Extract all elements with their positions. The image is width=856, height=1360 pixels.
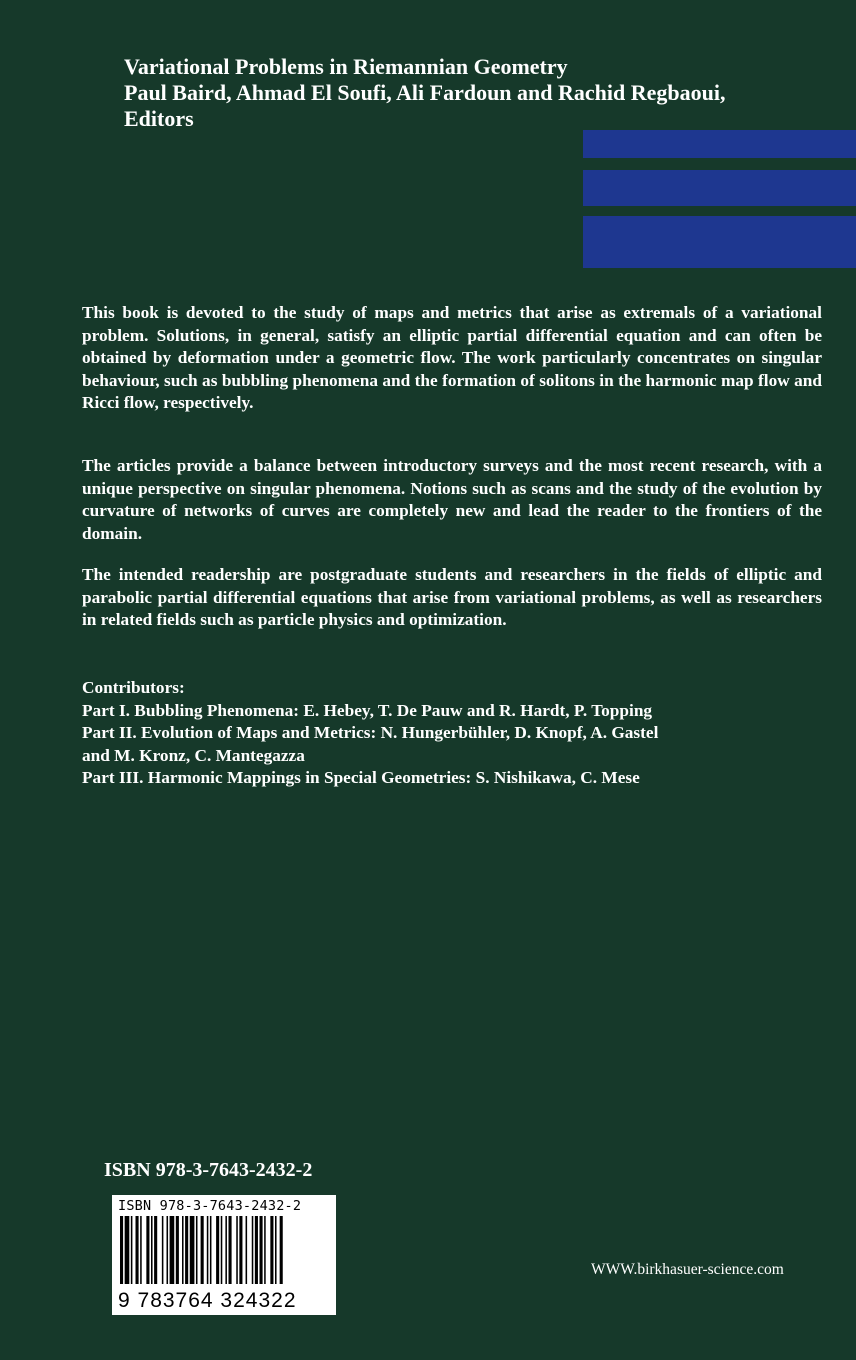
contributors-part-2: Part II. Evolution of Maps and Metrics: N. Hungerbühler, D. Knopf, A. Gastel (82, 723, 659, 742)
barcode-bar (201, 1216, 204, 1284)
barcode-bar (176, 1216, 179, 1284)
description-paragraph-1: This book is devoted to the study of maps and metrics that arise as extremals of a variational problem. Solutions, in general, satisfy an elliptic partial differential equation and can often be obtained by deformation under a geometric flow. The work particularly concentrates on singular behaviour, such as bubbling phenomena and the formation of solitons in the harmonic map flow and Ricci flow, respectively. (82, 303, 822, 412)
description-paragraph-2: The articles provide a balance between introductory surveys and the most recent research, with a unique perspective on singular phenomena. Notions such as scans and the study of the evolution by curvature of networks of curves are completely new and lead the reader to the frontiers of the domain. (82, 456, 822, 543)
barcode-bar (162, 1216, 164, 1284)
barcode (112, 1195, 336, 1315)
barcode-bar (170, 1216, 175, 1284)
barcode-digits: 9 783764 324322 (118, 1289, 297, 1312)
contributors-section (82, 677, 822, 790)
barcode-bar (229, 1216, 232, 1284)
barcode-bar (252, 1216, 254, 1284)
barcode-bar (210, 1216, 212, 1284)
description-paragraph-3: The intended readership are postgraduate students and researchers in the fields of elliptic and parabolic partial differential equations that arise from variational problems, as well as researchers in related fields such as particle physics and optimization. (82, 565, 822, 629)
contributors-part-2-cont: and M. Kronz, C. Mantegazza (82, 745, 305, 765)
publisher-website: WWW.birkhasuer-science.com (591, 1261, 784, 1278)
editors-line: Paul Baird, Ahmad El Soufi, Ali Fardoun and Rachid Regbaoui, (124, 80, 726, 105)
barcode-bar (154, 1216, 157, 1284)
barcode-bar (196, 1216, 198, 1284)
title-block (124, 54, 726, 132)
barcode-bar (260, 1216, 263, 1284)
barcode-bar (270, 1216, 273, 1284)
decorative-stripe-2 (583, 170, 856, 206)
barcode-bar (167, 1216, 169, 1284)
barcode-bar (275, 1216, 277, 1284)
barcode-bar (236, 1216, 238, 1284)
editors-label: Editors (124, 106, 194, 131)
barcode-bar (182, 1216, 184, 1284)
book-title: Variational Problems in Riemannian Geometry (124, 54, 568, 79)
isbn-label: ISBN 978-3-7643-2432-2 (104, 1159, 313, 1181)
barcode-bar (280, 1216, 283, 1284)
barcode-bar (207, 1216, 209, 1284)
barcode-bar (225, 1216, 227, 1284)
barcode-bar (190, 1216, 195, 1284)
barcode-bar (136, 1216, 139, 1284)
decorative-stripe-1 (583, 130, 856, 158)
contributors-part-3: Part III. Harmonic Mappings in Special Geometries: S. Nishikawa, C. Mese (82, 768, 640, 787)
barcode-bar (264, 1216, 266, 1284)
contributors-part-1: Part I. Bubbling Phenomena: E. Hebey, T. De Pauw and R. Hardt, P. Topping (82, 700, 653, 720)
barcode-bar (185, 1216, 188, 1284)
barcode-bar (140, 1216, 142, 1284)
barcode-bar (125, 1216, 130, 1284)
barcode-bar (146, 1216, 149, 1284)
contributors-heading: Contributors: (82, 678, 185, 697)
barcode-bars (120, 1216, 328, 1284)
barcode-bar (239, 1216, 242, 1284)
barcode-bar (255, 1216, 258, 1284)
barcode-bar (216, 1216, 219, 1284)
barcode-bar (120, 1216, 123, 1284)
barcode-bar (221, 1216, 223, 1284)
barcode-bar (131, 1216, 133, 1284)
decorative-stripe-3 (583, 216, 856, 268)
barcode-isbn-text: ISBN 978-3-7643-2432-2 (118, 1198, 302, 1214)
barcode-bar (151, 1216, 153, 1284)
barcode-bar (246, 1216, 248, 1284)
